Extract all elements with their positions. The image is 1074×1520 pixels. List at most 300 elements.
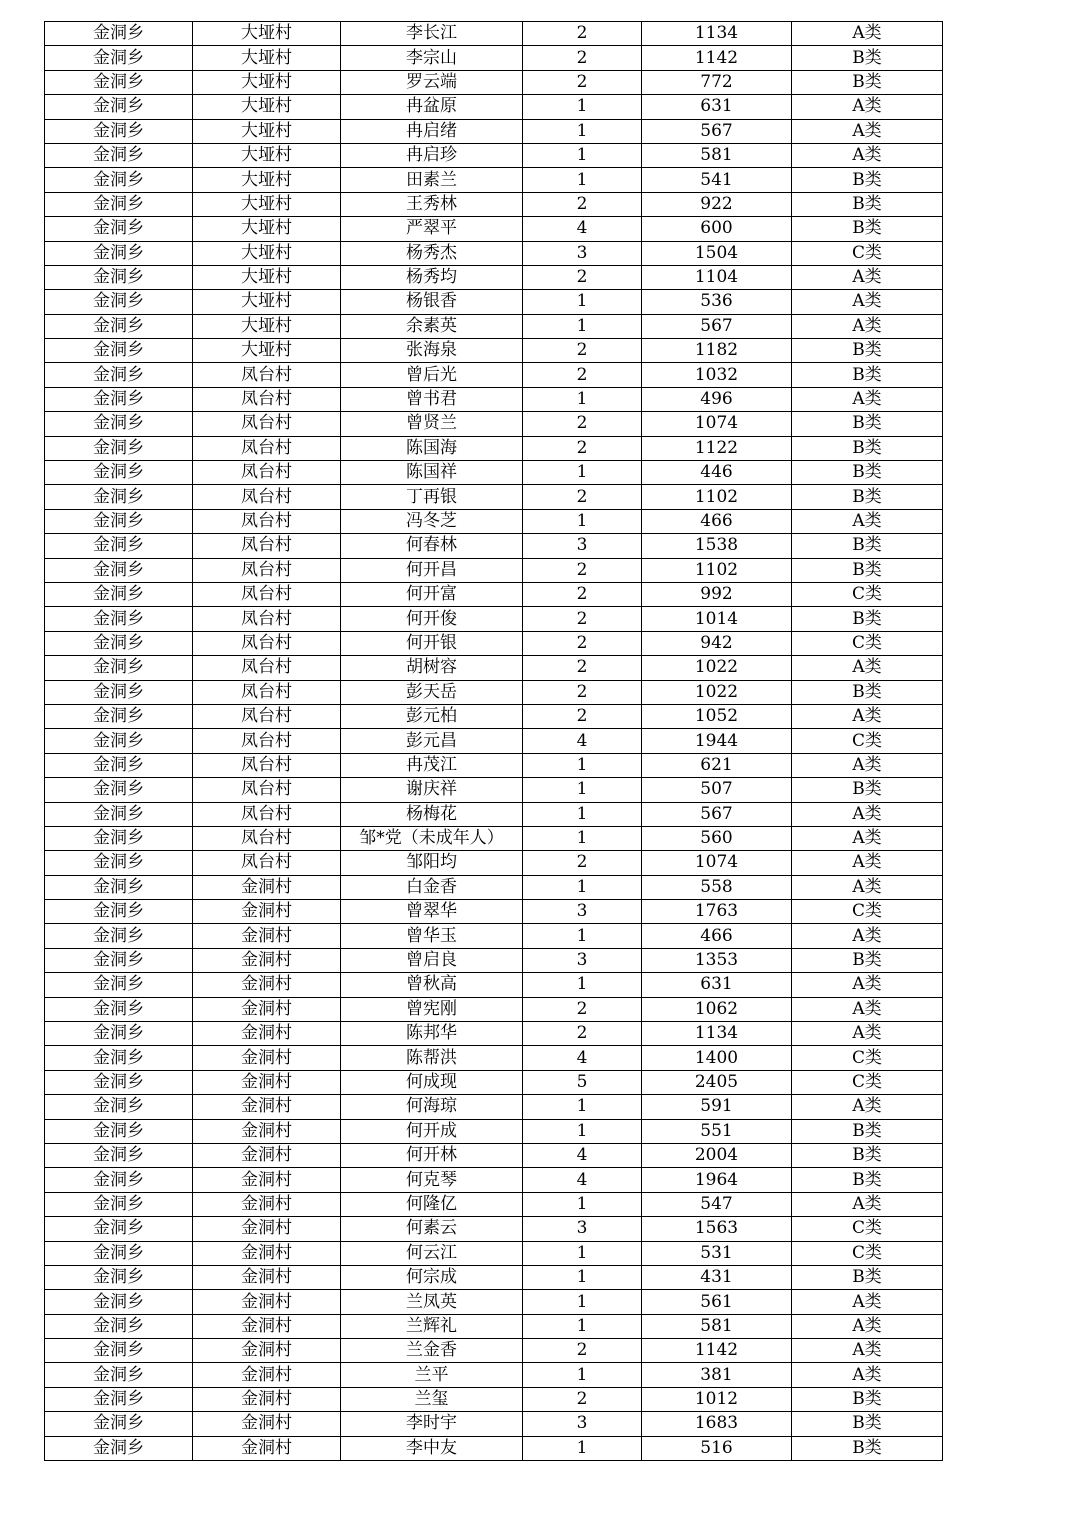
- household-size-cell: 4: [523, 217, 642, 241]
- amount-cell: 1102: [642, 485, 792, 509]
- category-cell: B类: [792, 1119, 943, 1143]
- household-size-cell: 3: [523, 241, 642, 265]
- household-size-cell: 1: [523, 802, 642, 826]
- category-cell: A类: [792, 1192, 943, 1216]
- household-size-cell: 1: [523, 1192, 642, 1216]
- table-row: [45, 1387, 943, 1411]
- category-cell: B类: [792, 217, 943, 241]
- table-row: [45, 1022, 943, 1046]
- name-cell: 何克琴: [341, 1168, 523, 1192]
- household-size-cell: 3: [523, 1217, 642, 1241]
- name-cell: 杨秀杰: [341, 241, 523, 265]
- township-cell: 金洞乡: [45, 217, 193, 241]
- village-cell: 凤台村: [193, 412, 341, 436]
- village-cell: 大垭村: [193, 314, 341, 338]
- amount-cell: 496: [642, 387, 792, 411]
- village-cell: 金洞村: [193, 924, 341, 948]
- household-size-cell: 1: [523, 461, 642, 485]
- amount-cell: 1122: [642, 436, 792, 460]
- amount-cell: 1022: [642, 680, 792, 704]
- amount-cell: 516: [642, 1436, 792, 1460]
- township-cell: 金洞乡: [45, 1192, 193, 1216]
- name-cell: 陈国祥: [341, 461, 523, 485]
- household-size-cell: 2: [523, 485, 642, 509]
- village-cell: 凤台村: [193, 436, 341, 460]
- township-cell: 金洞乡: [45, 1363, 193, 1387]
- village-cell: 凤台村: [193, 509, 341, 533]
- name-cell: 何开银: [341, 631, 523, 655]
- township-cell: 金洞乡: [45, 22, 193, 46]
- name-cell: 兰玺: [341, 1387, 523, 1411]
- amount-cell: 621: [642, 753, 792, 777]
- household-size-cell: 2: [523, 558, 642, 582]
- amount-cell: 591: [642, 1095, 792, 1119]
- category-cell: A类: [792, 1022, 943, 1046]
- category-cell: A类: [792, 802, 943, 826]
- household-size-cell: 2: [523, 192, 642, 216]
- township-cell: 金洞乡: [45, 826, 193, 850]
- name-cell: 冯冬芝: [341, 509, 523, 533]
- amount-cell: 992: [642, 582, 792, 606]
- township-cell: 金洞乡: [45, 1070, 193, 1094]
- category-cell: A类: [792, 851, 943, 875]
- amount-cell: 1014: [642, 607, 792, 631]
- village-cell: 凤台村: [193, 558, 341, 582]
- township-cell: 金洞乡: [45, 1265, 193, 1289]
- table-row: [45, 1436, 943, 1460]
- category-cell: A类: [792, 290, 943, 314]
- category-cell: A类: [792, 1290, 943, 1314]
- table-row: [45, 509, 943, 533]
- household-size-cell: 2: [523, 339, 642, 363]
- amount-cell: 567: [642, 119, 792, 143]
- township-cell: 金洞乡: [45, 778, 193, 802]
- name-cell: 彭天岳: [341, 680, 523, 704]
- name-cell: 曾书君: [341, 387, 523, 411]
- amount-cell: 1142: [642, 1339, 792, 1363]
- name-cell: 田素兰: [341, 168, 523, 192]
- table-row: [45, 753, 943, 777]
- township-cell: 金洞乡: [45, 241, 193, 265]
- household-size-cell: 1: [523, 168, 642, 192]
- table-row: [45, 143, 943, 167]
- township-cell: 金洞乡: [45, 1168, 193, 1192]
- table-row: [45, 948, 943, 972]
- household-size-cell: 1: [523, 143, 642, 167]
- amount-cell: 1142: [642, 46, 792, 70]
- table-row: [45, 217, 943, 241]
- village-cell: 金洞村: [193, 1241, 341, 1265]
- household-size-cell: 2: [523, 265, 642, 289]
- township-cell: 金洞乡: [45, 314, 193, 338]
- household-size-cell: 1: [523, 314, 642, 338]
- household-size-cell: 1: [523, 1436, 642, 1460]
- household-size-cell: 3: [523, 948, 642, 972]
- category-cell: B类: [792, 778, 943, 802]
- amount-cell: 1944: [642, 729, 792, 753]
- table-row: [45, 314, 943, 338]
- category-cell: B类: [792, 558, 943, 582]
- amount-cell: 600: [642, 217, 792, 241]
- name-cell: 杨梅花: [341, 802, 523, 826]
- household-size-cell: 2: [523, 1022, 642, 1046]
- village-cell: 金洞村: [193, 1095, 341, 1119]
- name-cell: 何成现: [341, 1070, 523, 1094]
- village-cell: 金洞村: [193, 1143, 341, 1167]
- village-cell: 金洞村: [193, 900, 341, 924]
- table-row: [45, 1192, 943, 1216]
- village-cell: 金洞村: [193, 997, 341, 1021]
- household-size-cell: 2: [523, 412, 642, 436]
- table-row: [45, 387, 943, 411]
- table-row: [45, 290, 943, 314]
- amount-cell: 431: [642, 1265, 792, 1289]
- township-cell: 金洞乡: [45, 1022, 193, 1046]
- category-cell: B类: [792, 1412, 943, 1436]
- category-cell: B类: [792, 339, 943, 363]
- amount-cell: 561: [642, 1290, 792, 1314]
- amount-cell: 922: [642, 192, 792, 216]
- village-cell: 凤台村: [193, 851, 341, 875]
- category-cell: A类: [792, 119, 943, 143]
- household-size-cell: 2: [523, 1339, 642, 1363]
- name-cell: 何开富: [341, 582, 523, 606]
- household-size-cell: 4: [523, 1046, 642, 1070]
- table-row: [45, 1070, 943, 1094]
- table-row: [45, 192, 943, 216]
- village-cell: 大垭村: [193, 70, 341, 94]
- amount-cell: 560: [642, 826, 792, 850]
- name-cell: 丁再银: [341, 485, 523, 509]
- township-cell: 金洞乡: [45, 753, 193, 777]
- amount-cell: 1062: [642, 997, 792, 1021]
- village-cell: 大垭村: [193, 217, 341, 241]
- name-cell: 陈帮洪: [341, 1046, 523, 1070]
- category-cell: A类: [792, 656, 943, 680]
- village-cell: 大垭村: [193, 265, 341, 289]
- amount-cell: 631: [642, 973, 792, 997]
- village-cell: 金洞村: [193, 1363, 341, 1387]
- category-cell: C类: [792, 1070, 943, 1094]
- table-row: [45, 656, 943, 680]
- township-cell: 金洞乡: [45, 1241, 193, 1265]
- amount-cell: 942: [642, 631, 792, 655]
- village-cell: 凤台村: [193, 656, 341, 680]
- name-cell: 冉启珍: [341, 143, 523, 167]
- category-cell: B类: [792, 46, 943, 70]
- name-cell: 曾后光: [341, 363, 523, 387]
- amount-cell: 581: [642, 143, 792, 167]
- name-cell: 曾宪刚: [341, 997, 523, 1021]
- amount-cell: 1964: [642, 1168, 792, 1192]
- table-row: [45, 95, 943, 119]
- category-cell: A类: [792, 1339, 943, 1363]
- household-size-cell: 3: [523, 534, 642, 558]
- household-size-cell: 3: [523, 900, 642, 924]
- household-size-cell: 1: [523, 1290, 642, 1314]
- name-cell: 李时宇: [341, 1412, 523, 1436]
- amount-cell: 2405: [642, 1070, 792, 1094]
- village-cell: 凤台村: [193, 826, 341, 850]
- category-cell: B类: [792, 1168, 943, 1192]
- name-cell: 何海琼: [341, 1095, 523, 1119]
- township-cell: 金洞乡: [45, 1412, 193, 1436]
- township-cell: 金洞乡: [45, 363, 193, 387]
- village-cell: 大垭村: [193, 241, 341, 265]
- category-cell: A类: [792, 265, 943, 289]
- township-cell: 金洞乡: [45, 143, 193, 167]
- township-cell: 金洞乡: [45, 1095, 193, 1119]
- village-cell: 凤台村: [193, 802, 341, 826]
- table-row: [45, 1412, 943, 1436]
- village-cell: 大垭村: [193, 168, 341, 192]
- amount-cell: 1563: [642, 1217, 792, 1241]
- amount-cell: 1032: [642, 363, 792, 387]
- category-cell: B类: [792, 607, 943, 631]
- township-cell: 金洞乡: [45, 70, 193, 94]
- amount-cell: 1134: [642, 1022, 792, 1046]
- township-cell: 金洞乡: [45, 631, 193, 655]
- name-cell: 何开昌: [341, 558, 523, 582]
- name-cell: 李宗山: [341, 46, 523, 70]
- amount-cell: 1012: [642, 1387, 792, 1411]
- name-cell: 冉盆原: [341, 95, 523, 119]
- amount-cell: 551: [642, 1119, 792, 1143]
- table-row: [45, 875, 943, 899]
- township-cell: 金洞乡: [45, 1217, 193, 1241]
- township-cell: 金洞乡: [45, 1436, 193, 1460]
- household-size-cell: 1: [523, 1241, 642, 1265]
- township-cell: 金洞乡: [45, 339, 193, 363]
- table-row: [45, 1143, 943, 1167]
- table-body: [45, 22, 943, 1461]
- name-cell: 余素英: [341, 314, 523, 338]
- township-cell: 金洞乡: [45, 1339, 193, 1363]
- table-row: [45, 802, 943, 826]
- household-size-cell: 2: [523, 1387, 642, 1411]
- table-row: [45, 778, 943, 802]
- household-size-cell: 2: [523, 582, 642, 606]
- village-cell: 凤台村: [193, 387, 341, 411]
- amount-cell: 446: [642, 461, 792, 485]
- data-table: [44, 21, 943, 1461]
- category-cell: B类: [792, 1265, 943, 1289]
- table-row: [45, 607, 943, 631]
- category-cell: C类: [792, 1046, 943, 1070]
- amount-cell: 507: [642, 778, 792, 802]
- category-cell: C类: [792, 582, 943, 606]
- amount-cell: 567: [642, 314, 792, 338]
- name-cell: 曾启良: [341, 948, 523, 972]
- household-size-cell: 1: [523, 973, 642, 997]
- village-cell: 金洞村: [193, 875, 341, 899]
- table-row: [45, 900, 943, 924]
- village-cell: 大垭村: [193, 339, 341, 363]
- amount-cell: 466: [642, 924, 792, 948]
- amount-cell: 1102: [642, 558, 792, 582]
- amount-cell: 531: [642, 1241, 792, 1265]
- amount-cell: 1683: [642, 1412, 792, 1436]
- household-size-cell: 2: [523, 851, 642, 875]
- township-cell: 金洞乡: [45, 1119, 193, 1143]
- amount-cell: 1182: [642, 339, 792, 363]
- township-cell: 金洞乡: [45, 582, 193, 606]
- category-cell: C类: [792, 729, 943, 753]
- household-size-cell: 1: [523, 826, 642, 850]
- category-cell: A类: [792, 314, 943, 338]
- name-cell: 胡树容: [341, 656, 523, 680]
- household-size-cell: 2: [523, 997, 642, 1021]
- table-row: [45, 1095, 943, 1119]
- table-row: [45, 119, 943, 143]
- village-cell: 凤台村: [193, 607, 341, 631]
- category-cell: C类: [792, 1217, 943, 1241]
- table-row: [45, 582, 943, 606]
- township-cell: 金洞乡: [45, 485, 193, 509]
- township-cell: 金洞乡: [45, 1387, 193, 1411]
- table-row: [45, 70, 943, 94]
- household-size-cell: 1: [523, 778, 642, 802]
- category-cell: B类: [792, 168, 943, 192]
- township-cell: 金洞乡: [45, 168, 193, 192]
- amount-cell: 541: [642, 168, 792, 192]
- category-cell: B类: [792, 363, 943, 387]
- table-row: [45, 339, 943, 363]
- amount-cell: 1074: [642, 412, 792, 436]
- township-cell: 金洞乡: [45, 656, 193, 680]
- amount-cell: 1538: [642, 534, 792, 558]
- township-cell: 金洞乡: [45, 290, 193, 314]
- name-cell: 王秀林: [341, 192, 523, 216]
- table-row: [45, 485, 943, 509]
- village-cell: 金洞村: [193, 1022, 341, 1046]
- name-cell: 曾秋高: [341, 973, 523, 997]
- township-cell: 金洞乡: [45, 46, 193, 70]
- household-size-cell: 2: [523, 436, 642, 460]
- table-row: [45, 680, 943, 704]
- table-row: [45, 436, 943, 460]
- name-cell: 罗云端: [341, 70, 523, 94]
- township-cell: 金洞乡: [45, 851, 193, 875]
- category-cell: B类: [792, 1436, 943, 1460]
- category-cell: C类: [792, 241, 943, 265]
- table-row: [45, 997, 943, 1021]
- name-cell: 冉茂江: [341, 753, 523, 777]
- name-cell: 何开林: [341, 1143, 523, 1167]
- category-cell: B类: [792, 1387, 943, 1411]
- category-cell: A类: [792, 826, 943, 850]
- household-size-cell: 4: [523, 729, 642, 753]
- amount-cell: 1134: [642, 22, 792, 46]
- table-row: [45, 265, 943, 289]
- name-cell: 兰金香: [341, 1339, 523, 1363]
- township-cell: 金洞乡: [45, 1290, 193, 1314]
- village-cell: 金洞村: [193, 1412, 341, 1436]
- village-cell: 凤台村: [193, 753, 341, 777]
- village-cell: 大垭村: [193, 95, 341, 119]
- name-cell: 曾贤兰: [341, 412, 523, 436]
- name-cell: 严翠平: [341, 217, 523, 241]
- household-size-cell: 1: [523, 753, 642, 777]
- table-row: [45, 1363, 943, 1387]
- amount-cell: 381: [642, 1363, 792, 1387]
- name-cell: 邹阳均: [341, 851, 523, 875]
- township-cell: 金洞乡: [45, 680, 193, 704]
- name-cell: 张海泉: [341, 339, 523, 363]
- household-size-cell: 1: [523, 1314, 642, 1338]
- township-cell: 金洞乡: [45, 802, 193, 826]
- category-cell: A类: [792, 509, 943, 533]
- table-row: [45, 924, 943, 948]
- household-size-cell: 1: [523, 924, 642, 948]
- township-cell: 金洞乡: [45, 729, 193, 753]
- table-row: [45, 1241, 943, 1265]
- village-cell: 凤台村: [193, 729, 341, 753]
- category-cell: A类: [792, 387, 943, 411]
- township-cell: 金洞乡: [45, 265, 193, 289]
- name-cell: 何隆亿: [341, 1192, 523, 1216]
- category-cell: B类: [792, 680, 943, 704]
- table-row: [45, 1217, 943, 1241]
- category-cell: A类: [792, 704, 943, 728]
- category-cell: A类: [792, 95, 943, 119]
- table-row: [45, 1290, 943, 1314]
- amount-cell: 581: [642, 1314, 792, 1338]
- table-row: [45, 363, 943, 387]
- name-cell: 李长江: [341, 22, 523, 46]
- amount-cell: 1074: [642, 851, 792, 875]
- table-row: [45, 851, 943, 875]
- name-cell: 兰辉礼: [341, 1314, 523, 1338]
- household-size-cell: 4: [523, 1168, 642, 1192]
- household-size-cell: 2: [523, 704, 642, 728]
- township-cell: 金洞乡: [45, 558, 193, 582]
- township-cell: 金洞乡: [45, 1314, 193, 1338]
- category-cell: C类: [792, 631, 943, 655]
- village-cell: 大垭村: [193, 192, 341, 216]
- table-row: [45, 729, 943, 753]
- table-row: [45, 461, 943, 485]
- name-cell: 白金香: [341, 875, 523, 899]
- table-row: [45, 1119, 943, 1143]
- name-cell: 杨秀均: [341, 265, 523, 289]
- township-cell: 金洞乡: [45, 607, 193, 631]
- table-row: [45, 22, 943, 46]
- township-cell: 金洞乡: [45, 509, 193, 533]
- table-row: [45, 412, 943, 436]
- amount-cell: 466: [642, 509, 792, 533]
- village-cell: 大垭村: [193, 143, 341, 167]
- village-cell: 金洞村: [193, 1046, 341, 1070]
- township-cell: 金洞乡: [45, 436, 193, 460]
- category-cell: B类: [792, 461, 943, 485]
- township-cell: 金洞乡: [45, 973, 193, 997]
- table-row: [45, 1046, 943, 1070]
- category-cell: B类: [792, 192, 943, 216]
- township-cell: 金洞乡: [45, 534, 193, 558]
- village-cell: 大垭村: [193, 46, 341, 70]
- table-row: [45, 1314, 943, 1338]
- category-cell: A类: [792, 753, 943, 777]
- township-cell: 金洞乡: [45, 948, 193, 972]
- category-cell: A类: [792, 875, 943, 899]
- household-size-cell: 2: [523, 607, 642, 631]
- amount-cell: 1104: [642, 265, 792, 289]
- township-cell: 金洞乡: [45, 95, 193, 119]
- village-cell: 大垭村: [193, 22, 341, 46]
- amount-cell: 1052: [642, 704, 792, 728]
- name-cell: 彭元昌: [341, 729, 523, 753]
